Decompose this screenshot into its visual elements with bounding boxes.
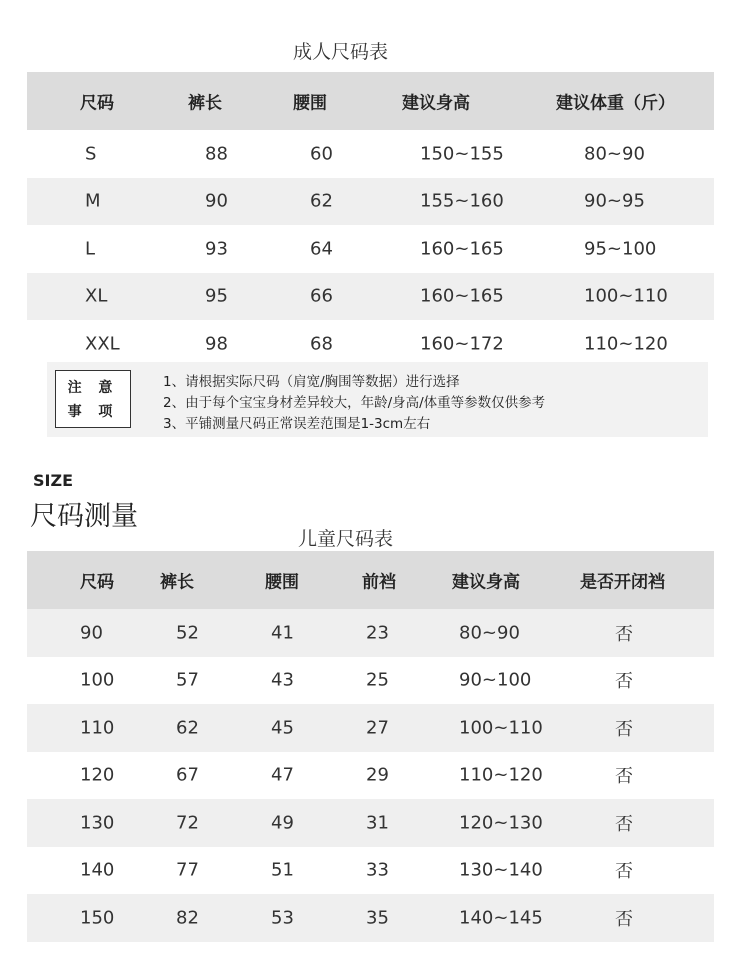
table-cell: 27 (366, 717, 389, 739)
table-cell: 90~100 (459, 669, 532, 691)
note-item: 3、平铺测量尺码正常误差范围是1-3cm左右 (163, 416, 431, 432)
table-cell: 110 (80, 717, 115, 739)
table-cell: 95 (205, 285, 228, 307)
table-cell: 否 (615, 766, 633, 788)
table-header-row (27, 72, 714, 130)
section-label-en: SIZE (33, 471, 74, 490)
table-cell: 43 (271, 669, 294, 691)
table-cell: 52 (176, 622, 199, 644)
table-cell: 否 (615, 813, 633, 835)
note-item: 2、由于每个宝宝身材差异较大，年龄/身高/体重等参数仅供参考 (163, 395, 546, 411)
column-header: 尺码 (80, 572, 114, 593)
table-cell: 90 (80, 622, 103, 644)
column-header: 建议体重（斤） (556, 93, 675, 114)
kids-size-table (27, 551, 714, 942)
table-cell: 98 (205, 333, 228, 355)
column-header: 前裆 (362, 572, 396, 593)
note-item: 1、请根据实际尺码（肩宽/胸围等数据）进行选择 (163, 374, 460, 390)
table-cell: 100 (80, 669, 115, 691)
table-cell: XXL (85, 333, 120, 355)
table-cell: 45 (271, 717, 294, 739)
table-cell: 否 (615, 908, 633, 930)
table-cell: 160~165 (420, 285, 504, 307)
table-cell: 47 (271, 764, 294, 786)
table-cell: 41 (271, 622, 294, 644)
table-cell: 80~90 (584, 143, 645, 165)
table-cell: S (85, 143, 97, 165)
table-cell: 49 (271, 812, 294, 834)
table-cell: 57 (176, 669, 199, 691)
table-cell: M (85, 190, 101, 212)
table-cell: 67 (176, 764, 199, 786)
table-cell: 90 (205, 190, 228, 212)
table-cell: 否 (615, 671, 633, 693)
table-cell: 51 (271, 859, 294, 881)
table-cell: 140 (80, 859, 115, 881)
table-cell: 130 (80, 812, 115, 834)
table-cell: 62 (176, 717, 199, 739)
column-header: 建议身高 (402, 93, 470, 114)
notes-label (55, 370, 131, 428)
table-cell: 64 (310, 238, 333, 260)
table-cell: 否 (615, 718, 633, 740)
table-cell: 72 (176, 812, 199, 834)
table-cell: 68 (310, 333, 333, 355)
table-row (27, 704, 714, 752)
table-cell: 100~110 (584, 285, 668, 307)
column-header: 裤长 (160, 572, 194, 593)
table-cell: 23 (366, 622, 389, 644)
table-cell: 33 (366, 859, 389, 881)
table-row (27, 847, 714, 895)
column-header: 裤长 (188, 93, 222, 114)
table-cell: 53 (271, 907, 294, 929)
table-cell: 160~172 (420, 333, 504, 355)
table-cell: 77 (176, 859, 199, 881)
table-header-row (27, 551, 714, 609)
table-cell: 90~95 (584, 190, 645, 212)
column-header: 腰围 (265, 572, 299, 593)
table-cell: 62 (310, 190, 333, 212)
table-cell: 100~110 (459, 717, 543, 739)
table-row (27, 799, 714, 847)
table-cell: 95~100 (584, 238, 657, 260)
table-cell: 110~120 (584, 333, 668, 355)
table-row (27, 752, 714, 800)
table-cell: 80~90 (459, 622, 520, 644)
table-cell: 31 (366, 812, 389, 834)
table-cell: 否 (615, 861, 633, 883)
adult-table-title: 成人尺码表 (293, 41, 389, 63)
column-header: 是否开闭裆 (580, 572, 665, 593)
table-cell: 155~160 (420, 190, 504, 212)
table-cell: 130~140 (459, 859, 543, 881)
table-row (27, 894, 714, 942)
table-cell: 60 (310, 143, 333, 165)
notes-label-line1: 注 意 (67, 380, 119, 396)
table-cell: XL (85, 285, 108, 307)
table-cell: 66 (310, 285, 333, 307)
table-cell: 120~130 (459, 812, 543, 834)
table-cell: 120 (80, 764, 115, 786)
table-cell: 93 (205, 238, 228, 260)
table-cell: 150~155 (420, 143, 504, 165)
table-cell: 140~145 (459, 907, 543, 929)
table-row (27, 609, 714, 657)
table-cell: 否 (615, 623, 633, 645)
column-header: 腰围 (293, 93, 327, 114)
table-cell: 25 (366, 669, 389, 691)
table-cell: 110~120 (459, 764, 543, 786)
adult-size-table (27, 72, 714, 368)
table-cell: 82 (176, 907, 199, 929)
column-header: 尺码 (80, 93, 114, 114)
column-header: 建议身高 (452, 572, 520, 593)
table-row (27, 178, 714, 226)
table-row (27, 273, 714, 321)
table-cell: 160~165 (420, 238, 504, 260)
table-row (27, 320, 714, 368)
notes-panel (47, 362, 708, 437)
table-cell: 88 (205, 143, 228, 165)
section-title: 尺码测量 (30, 501, 138, 532)
kids-table-title: 儿童尺码表 (298, 528, 394, 550)
table-cell: L (85, 238, 96, 260)
table-row (27, 657, 714, 705)
notes-label-line2: 事 项 (67, 404, 119, 420)
table-cell: 29 (366, 764, 389, 786)
table-cell: 150 (80, 907, 115, 929)
table-cell: 35 (366, 907, 389, 929)
table-row (27, 225, 714, 273)
table-row (27, 130, 714, 178)
